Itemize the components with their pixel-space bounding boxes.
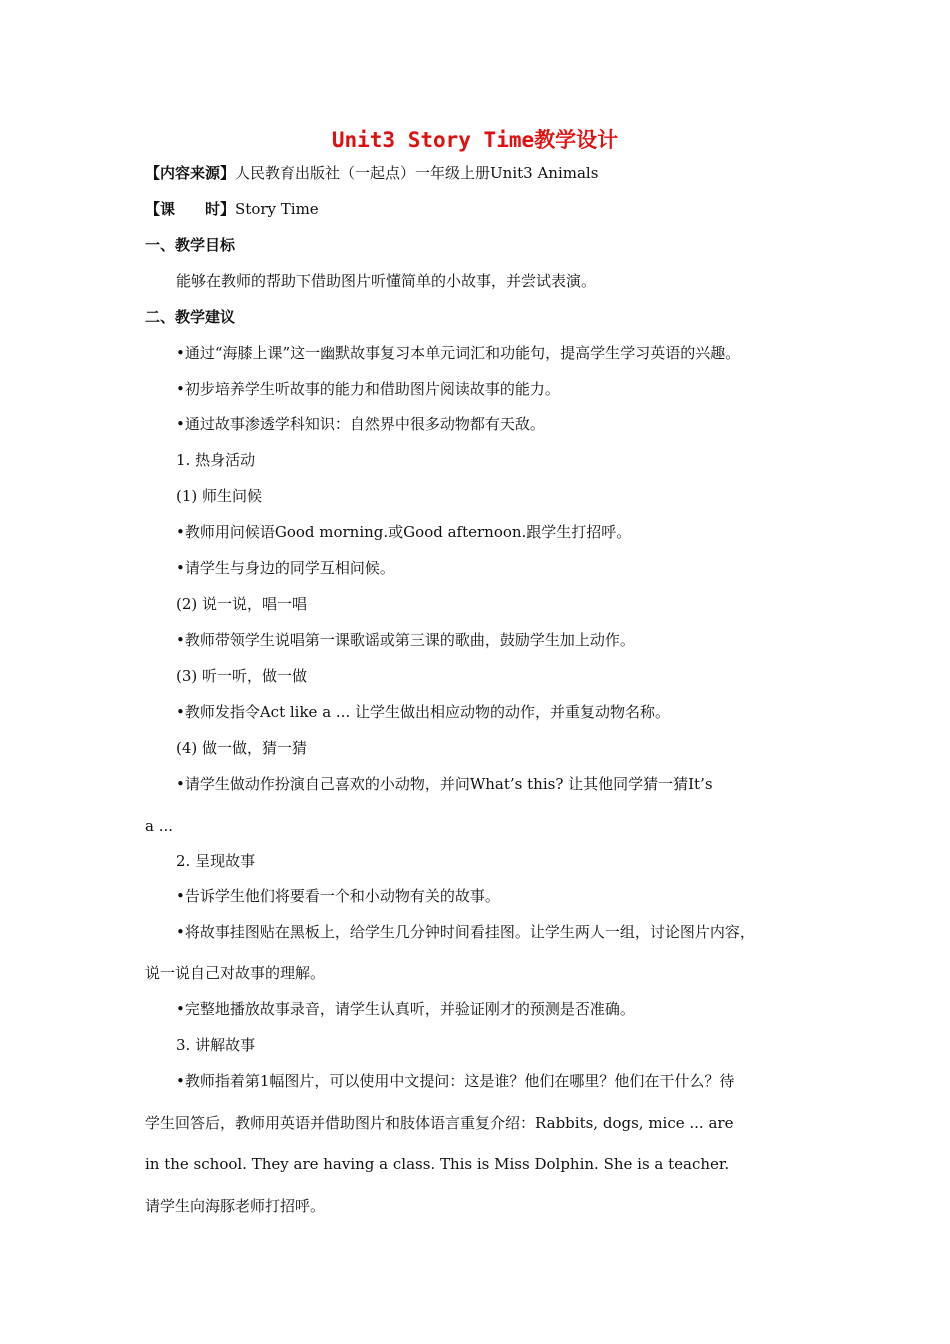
goal-heading: 一、教学目标 [145,236,236,254]
paragraph-line: •教师指着第1幅图片，可以使用中文提问：这是谁？他们在哪里？他们在干什么？待 [176,1072,735,1090]
goal-text: 能够在教师的帮助下借助图片听懂简单的小故事，并尝试表演。 [176,272,597,290]
paragraph-line: •请学生与身边的同学互相问候。 [176,559,395,577]
paragraph-line: 说一说自己对故事的理解。 [145,964,326,982]
subheading-line: (2) 说一说，唱一唱 [176,595,308,613]
paragraph-line: in the school. They are having a class. This is Miss Dolphin. She is a teacher. [145,1155,730,1173]
subheading-line: 3. 讲解故事 [176,1036,256,1054]
subheading-line: 1. 热身活动 [176,451,256,469]
paragraph-line: •完整地播放故事录音，请学生认真听，并验证刚才的预测是否准确。 [176,1000,635,1018]
paragraph-line: a ... [145,817,174,835]
paragraph-line: •请学生做动作扮演自己喜欢的小动物，并问What’s this? 让其他同学猜一猜It’s [176,775,713,793]
paragraph-line: •教师用问候语Good morning.或Good afternoon.跟学生打招呼。 [176,523,632,541]
paragraph-line: •通过故事渗透学科知识：自然界中很多动物都有天敌。 [176,415,545,433]
document-title: Unit3 Story Time教学设计 [331,128,619,152]
subheading-line: (3) 听一听，做一做 [176,667,308,685]
source-label: 【内容来源】 [145,164,236,182]
period-line [145,199,319,219]
subheading-line: (4) 做一做，猜一猜 [176,739,308,757]
subheading-line: (1) 师生问候 [176,487,263,505]
advice-heading: 二、教学建议 [145,308,236,326]
source-value: 人民教育出版社（一起点）一年级上册Unit3 Animals [235,164,599,182]
paragraph-line: 请学生向海豚老师打招呼。 [145,1197,326,1215]
paragraph-line: 学生回答后，教师用英语并借助图片和肢体语言重复介绍：Rabbits, dogs, mice ... are [145,1114,734,1132]
paragraph-line: •将故事挂图贴在黑板上，给学生几分钟时间看挂图。让学生两人一组，讨论图片内容， [176,923,755,941]
paragraph-line: •教师发指令Act like a ... 让学生做出相应动物的动作，并重复动物名称。 [176,703,670,721]
paragraph-line: •告诉学生他们将要看一个和小动物有关的故事。 [176,887,500,905]
paragraph-line: •初步培养学生听故事的能力和借助图片阅读故事的能力。 [176,380,560,398]
period-label: 【课 时】 [145,200,236,218]
period-value: Story Time [235,200,319,218]
paragraph-line: •通过“海膝上课”这一幽默故事复习本单元词汇和功能句，提高学生学习英语的兴趣。 [176,344,741,362]
paragraph-line: •教师带领学生说唱第一课歌谣或第三课的歌曲，鼓励学生加上动作。 [176,631,635,649]
source-line [145,163,598,183]
subheading-line: 2. 呈现故事 [176,852,256,870]
